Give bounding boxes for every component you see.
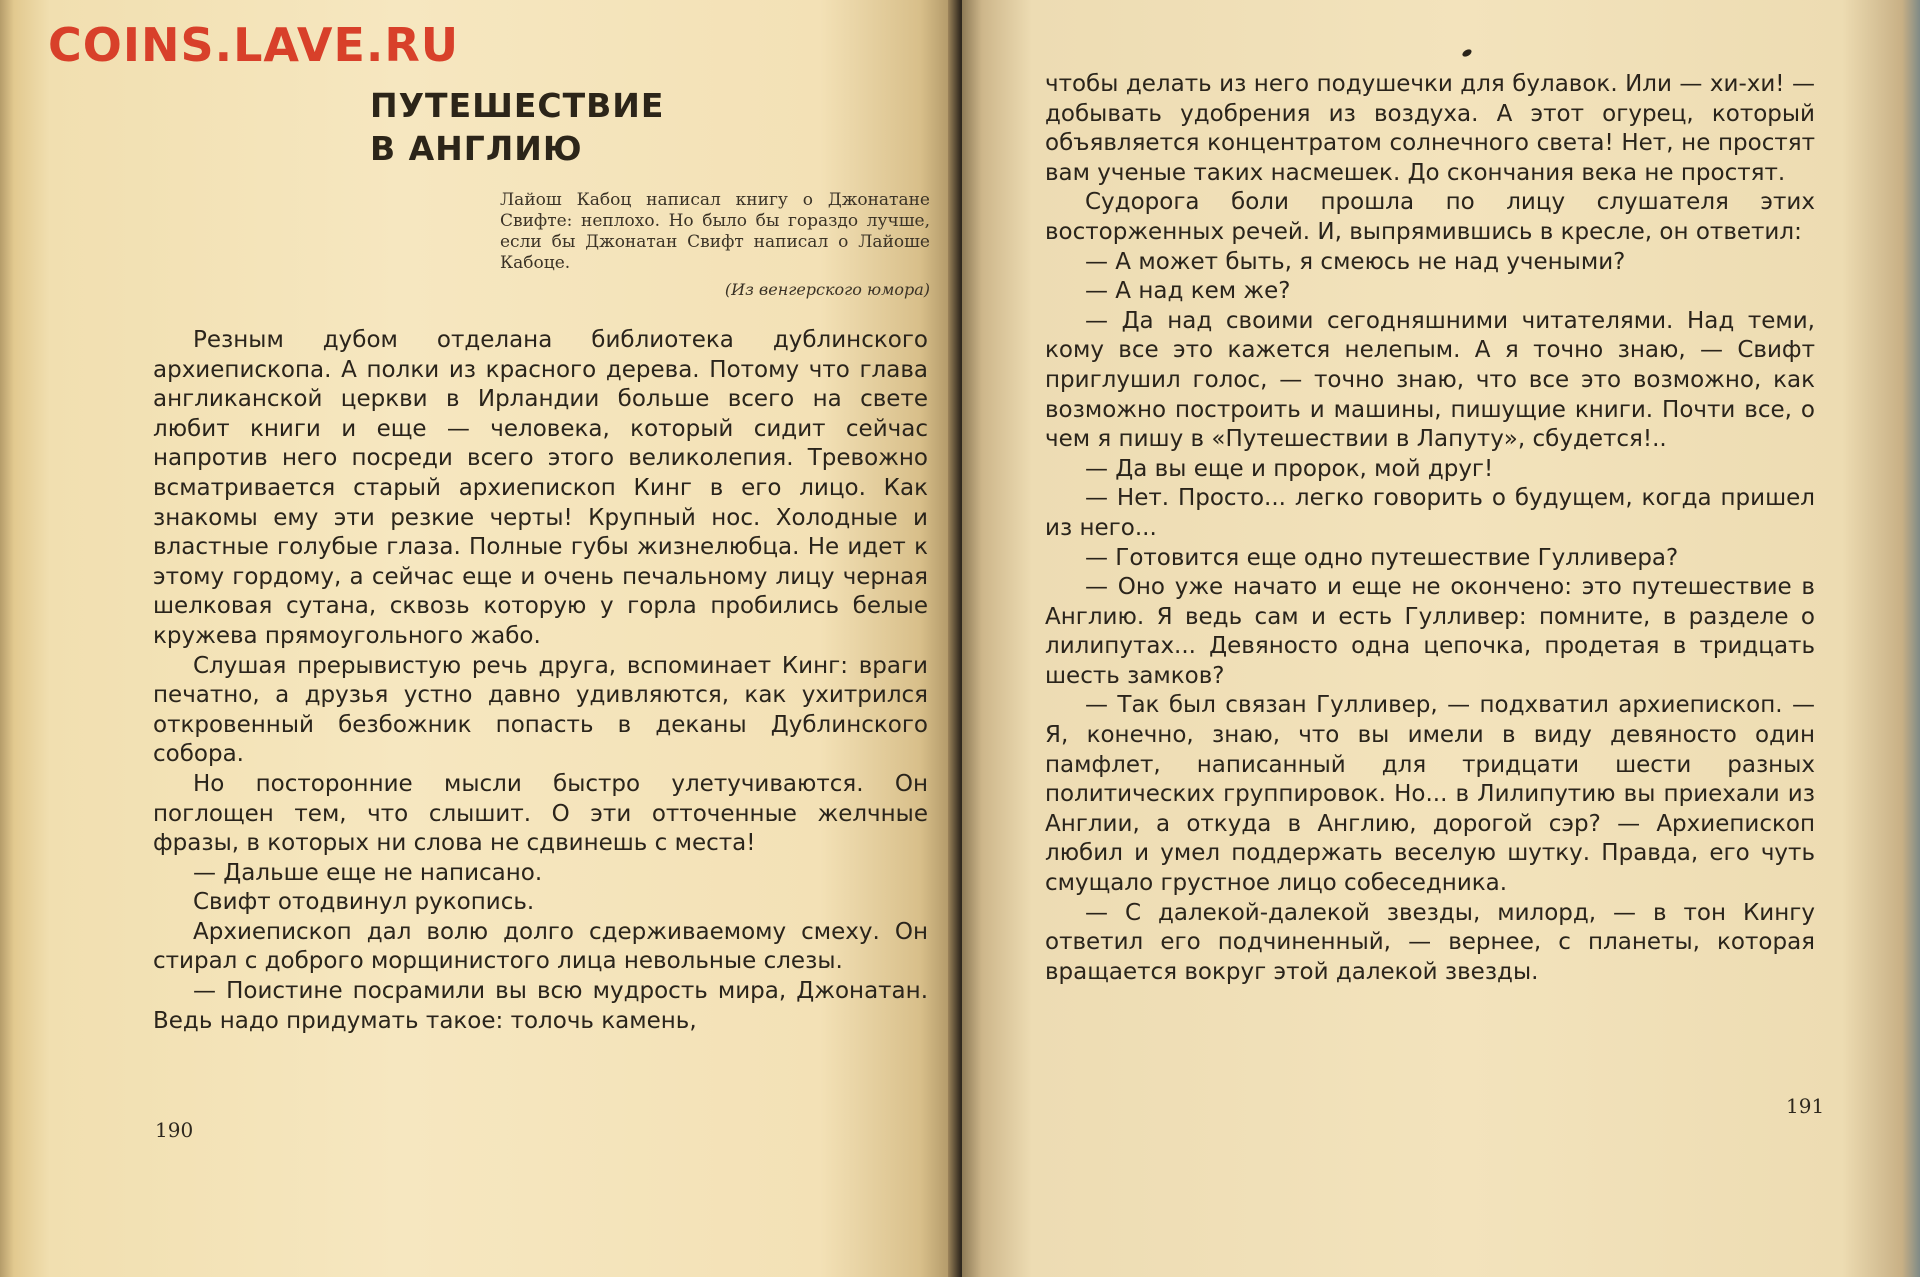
paragraph: — Да вы еще и пророк, мой друг! — [1085, 455, 1494, 482]
paragraph: — Готовится еще одно путешествие Гулливера? — [1085, 544, 1679, 571]
paragraph: Слушая прерывистую речь друга, вспоминает Кинг: враги печатно, а друзья устно давно удивляются, как ухитрился откровенный безбожник попасть в деканы Дублинского собора. — [153, 652, 928, 768]
right-body-text — [1045, 70, 1815, 987]
left-page — [0, 0, 958, 1277]
paragraph: чтобы делать из него подушечки для булавок. Или — хи-хи! — добывать удобрения из воздуха. А этот огурец, который объявляется концентратом солнечного света! Нет, не простят вам ученые таких насмешек. До скончания века не простят. — [1045, 71, 1815, 186]
paragraph: — А над кем же? — [1085, 278, 1291, 305]
page-number-left: 190 — [155, 1118, 194, 1142]
paragraph: — Оно уже начато и еще не окончено: это путешествие в Англию. Я ведь сам и есть Гулливер: помните, в разделе о лилипутах... Девяносто одна цепочка, продетая в тридцать шесть замков? — [1045, 574, 1815, 689]
paragraph: — Так был связан Гулливер, — подхватил архиепископ. — Я, конечно, знаю, что вы имели в виду девяносто один памфлет, написанный для тридцати шести разных политических группировок. Но... в Лилипутию вы приехали из Англии, а откуда в Англию, дорогой сэр? — Архиепископ любил и умел поддержать веселую шутку. Правда, его чуть смущало грустное лицо собеседника. — [1045, 692, 1815, 897]
paragraph: Но посторонние мысли быстро улетучиваются. Он поглощен тем, что слышит. О эти отточенные желчные фразы, в которых ни слова не сдвинешь с места! — [153, 770, 928, 857]
epigraph-source: (Из венгерского юмора) — [724, 280, 930, 299]
epigraph: Лайош Кабоц написал книгу о Джонатане Свифте: неплохо. Но было бы гораздо лучше, если бы Джонатан Свифт написал о Лайоше Кабоце. — [500, 190, 930, 273]
paragraph: — Дальше еще не написано. — [193, 859, 543, 886]
chapter-title-line-1: ПУТЕШЕСТВИЕ — [370, 86, 665, 125]
paragraph: Резным дубом отделана библиотека дублинского архиепископа. А полки из красного дерева. Потому что глава англиканской церкви в Ирландии больше всего на свете любит книги и еще — человека, который сидит сейчас напротив него посреди всего этого великолепия. Тревожно всматривается старый архиепископ Кинг в его лицо. Как знакомы ему эти резкие черты! Крупный нос. Холодные и властные голубые глаза. Полные губы жизнелюбца. Не идет к этому гордому, а сейчас еще и очень печальному лицу черная шелковая сутана, сквозь которую у горла пробились белые кружева прямоугольного жабо. — [153, 327, 928, 649]
paragraph: — Да над своими сегодняшними читателями. Над теми, кому все это кажется нелепым. А я точно знаю, — Свифт приглушил голос, — точно знаю, что все это возможно, как возможно построить и машины, пишущие книги. Почти все, о чем я пишу в «Путешествии в Лапуту», сбудется!.. — [1045, 307, 1815, 453]
paragraph: — А может быть, я смеюсь не над учеными? — [1085, 248, 1626, 275]
paragraph: Архиепископ дал волю долго сдерживаемому смеху. Он стирал с доброго морщинистого лица невольные слезы. — [153, 918, 928, 975]
paragraph: — С далекой-далекой звезды, милорд, — в тон Кингу ответил его подчиненный, — вернее, с планеты, которая вращается вокруг этой далекой звезды. — [1045, 899, 1815, 985]
page-number-right: 191 — [1786, 1094, 1825, 1118]
paragraph: Судорога боли прошла по лицу слушателя этих восторженных речей. И, выпрямившись в кресле, он ответил: — [1045, 189, 1815, 245]
watermark: COINS.LAVE.RU — [48, 18, 460, 72]
chapter-title-line-2: В АНГЛИЮ — [370, 129, 583, 168]
left-body-text — [153, 326, 928, 1036]
chapter-title — [370, 84, 750, 170]
paragraph: Свифт отодвинул рукопись. — [193, 889, 535, 916]
paragraph: — Поистине посрамили вы всю мудрость мира, Джонатан. Ведь надо придумать такое: толочь камень, — [153, 978, 928, 1034]
paragraph: — Нет. Просто... легко говорить о будущем, когда пришел из него... — [1045, 485, 1815, 541]
